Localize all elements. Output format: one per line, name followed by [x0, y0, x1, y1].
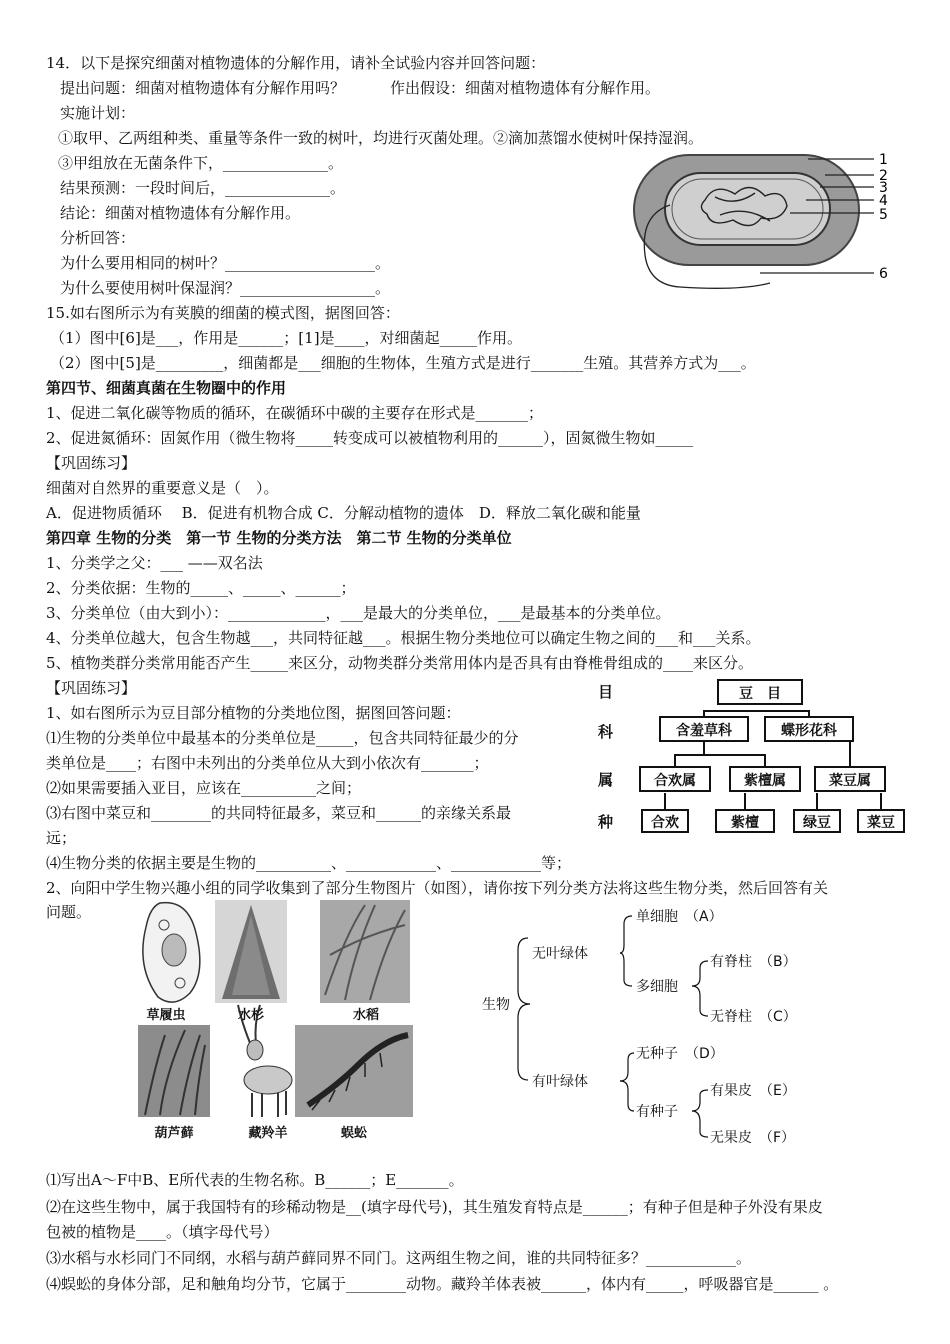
tree-with-chlorophyll: 有叶绿体	[532, 1074, 588, 1090]
q15-title: 15.如右图所示为有荚膜的细菌的模式图，据图回答：	[46, 304, 400, 322]
taxon-species-pterocarpus: 紫檀	[731, 815, 759, 831]
taxon-order-legumes: 豆 目	[739, 686, 781, 702]
p1-q1-line1: ⑴生物的分类单位中最基本的分类单位是_____，包含共同特征最少的分	[46, 729, 519, 747]
p2-intro-line2: 问题。	[46, 903, 92, 921]
chapter4-item1: 1、分类学之父：___ ——双名法	[46, 554, 263, 572]
tree-root: 生物	[482, 997, 510, 1013]
tree-no-chlorophyll: 无叶绿体	[532, 946, 588, 962]
q15-q2: （2）图中[5]是_________，细菌都是___细胞的生物体，生殖方式是进行_______生殖。其营养方式为___。	[50, 354, 756, 372]
tree-seed: 有种子	[636, 1104, 678, 1120]
tree-invertebrate: 无脊柱 （C）	[710, 1009, 797, 1025]
classification-tree	[480, 900, 820, 1150]
p1-q4: ⑷生物分类的依据主要是生物的__________、____________、____________等；	[46, 854, 572, 872]
organism-label-paramecium: 草履虫	[146, 1008, 186, 1023]
q14-step3: ③甲组放在无菌条件下，______________。	[58, 154, 344, 172]
taxonomy-diagram	[590, 675, 910, 845]
p1-intro: 1、如右图所示为豆目部分植物的分类地位图，据图回答问题：	[46, 704, 461, 722]
taxon-species-mungbean: 绿豆	[803, 815, 831, 831]
q15-q1: （1）图中[6]是___，作用是______；[1]是____，对细菌起_____作用。	[50, 329, 523, 347]
centipede-image	[295, 1025, 413, 1117]
section4-heading: 第四节、细菌真菌在生物圈中的作用	[46, 379, 287, 397]
rank-species: 种	[598, 813, 614, 831]
tree-no-seed: 无种子 （D）	[636, 1046, 724, 1062]
bacteria-label-3: 3	[879, 180, 888, 196]
final-q3: ⑶水稻与水杉同门不同纲，水稻与葫芦藓同界不同门。这两组生物之间，谁的共同特征多？____________。	[46, 1249, 752, 1267]
q14-question-hypothesis: 提出问题：细菌对植物遗体有分解作用吗？ 作出假设：细菌对植物遗体有分解作用。	[60, 79, 661, 97]
q14-prediction: 结果预测：一段时间后，______________。	[60, 179, 346, 197]
tree-no-pericarp: 无果皮 （F）	[710, 1130, 796, 1146]
organism-label-antelope: 藏羚羊	[248, 1126, 288, 1141]
q14-plan-label: 实施计划：	[60, 104, 136, 122]
paramecium-image	[143, 903, 200, 1003]
bacteria-label-6: 6	[879, 266, 888, 282]
taxon-family-mimosaceae: 含羞草科	[676, 723, 732, 739]
organism-label-metasequoia: 水杉	[237, 1008, 265, 1023]
taxon-family-fabaceae: 蝶形花科	[781, 723, 837, 739]
chapter4-practice-label: 【巩固练习】	[46, 679, 137, 697]
section4-mc-options: A．促进物质循环 B．促进有机物合成 C．分解动植物的遗体 D．释放二氧化碳和能量	[46, 504, 641, 522]
bacteria-label-2: 2	[879, 168, 888, 184]
metasequoia-image	[215, 900, 287, 1003]
taxon-genus-phaseolus: 菜豆属	[829, 773, 871, 789]
q14-title: 14．以下是探究细菌对植物遗体的分解作用，请补全试验内容并回答问题：	[46, 54, 546, 72]
p1-q3-line2: 远；	[46, 829, 77, 847]
funaria-image	[138, 1025, 210, 1117]
bacteria-label-4: 4	[879, 193, 888, 209]
p1-q1-line2: 类单位是____；右图中未列出的分类单位从大到小依次有_______；	[46, 754, 489, 772]
p2-intro-line1: 2、向阳中学生物兴趣小组的同学收集到了部分生物图片（如图），请你按下列分类方法将这些生物分类，然后回答有关	[46, 879, 829, 897]
taxon-species-bean: 菜豆	[867, 815, 895, 831]
p1-q2: ⑵如果需要插入亚目，应该在__________之间；	[46, 779, 362, 797]
p1-q3-line1: ⑶右图中菜豆和________的共同特征最多，菜豆和______的亲缘关系最	[46, 804, 512, 822]
taxon-species-albizia: 合欢	[651, 815, 679, 831]
section4-mc-question: 细菌对自然界的重要意义是（ ）。	[46, 479, 279, 497]
chapter4-item5: 5、植物类群分类常用能否产生_____来区分，动物类群分类常用体内是否具有由脊椎骨组成的____来区分。	[46, 654, 754, 672]
q14-conclusion: 结论：细菌对植物遗体有分解作用。	[60, 204, 301, 222]
q14-why-moist: 为什么要使用树叶保湿润？__________________。	[60, 279, 391, 297]
organism-label-centipede: 蜈蚣	[340, 1126, 368, 1141]
chapter4-item3: 3、分类单位（由大到小）：_____________，___是最大的分类单位，___是最基本的分类单位。	[46, 604, 671, 622]
rank-genus: 属	[598, 771, 614, 789]
final-q1: ⑴写出A～F中B、E所代表的生物名称。B______；E_______。	[46, 1171, 464, 1189]
tree-vertebrate: 有脊柱 （B）	[710, 954, 797, 970]
bacteria-diagram	[630, 145, 900, 295]
final-q2-line1: ⑵在这些生物中，属于我国特有的珍稀动物是__(填字母代号)，其生殖发育特点是______；有种子但是种子外没有果皮	[46, 1198, 823, 1216]
q14-step1: ①取甲、乙两组种类、重量等条件一致的树叶，均进行灭菌处理。②滴加蒸馏水使树叶保持湿润。	[58, 129, 704, 147]
organism-label-funaria: 葫芦藓	[154, 1126, 194, 1141]
rank-order: 目	[598, 683, 614, 701]
section4-practice-label: 【巩固练习】	[46, 454, 137, 472]
taxon-genus-pterocarpus: 紫檀属	[744, 773, 786, 789]
rice-image	[320, 900, 410, 1003]
chapter4-item4: 4、分类单位越大，包含生物越___，共同特征越___。根据生物分类地位可以确定生物之间的___和___关系。	[46, 629, 761, 647]
rank-family: 科	[598, 723, 614, 741]
tree-with-pericarp: 有果皮 （E）	[710, 1083, 796, 1099]
section4-item2: 2、促进氮循环：固氮作用（微生物将_____转变成可以被植物利用的______），固氮微生物如_____	[46, 429, 694, 447]
organism-pictures	[130, 895, 420, 1150]
chapter4-item2: 2、分类依据：生物的_____、_____、______；	[46, 579, 356, 597]
chapter4-heading: 第四章 生物的分类 第一节 生物的分类方法 第二节 生物的分类单位	[46, 529, 512, 547]
q14-why-same-leaves: 为什么要用相同的树叶？____________________。	[60, 254, 391, 272]
tree-unicellular: 单细胞 （A）	[636, 909, 723, 925]
tree-multicellular: 多细胞	[636, 979, 678, 995]
final-q2-line2: 包被的植物是____。（填字母代号）	[46, 1223, 279, 1241]
taxon-genus-albizia: 合欢属	[654, 773, 696, 789]
final-q4: ⑷蜈蚣的身体分部，足和触角均分节，它属于________动物。藏羚羊体表被______，体内有_____，呼吸器官是______ 。	[46, 1275, 839, 1293]
q14-analysis-label: 分析回答：	[60, 229, 136, 247]
organism-label-rice: 水稻	[352, 1008, 380, 1023]
bacteria-label-1: 1	[879, 152, 888, 168]
section4-item1: 1、促进二氧化碳等物质的循环，在碳循环中碳的主要存在形式是_______；	[46, 404, 544, 422]
bacteria-label-5: 5	[879, 207, 888, 223]
